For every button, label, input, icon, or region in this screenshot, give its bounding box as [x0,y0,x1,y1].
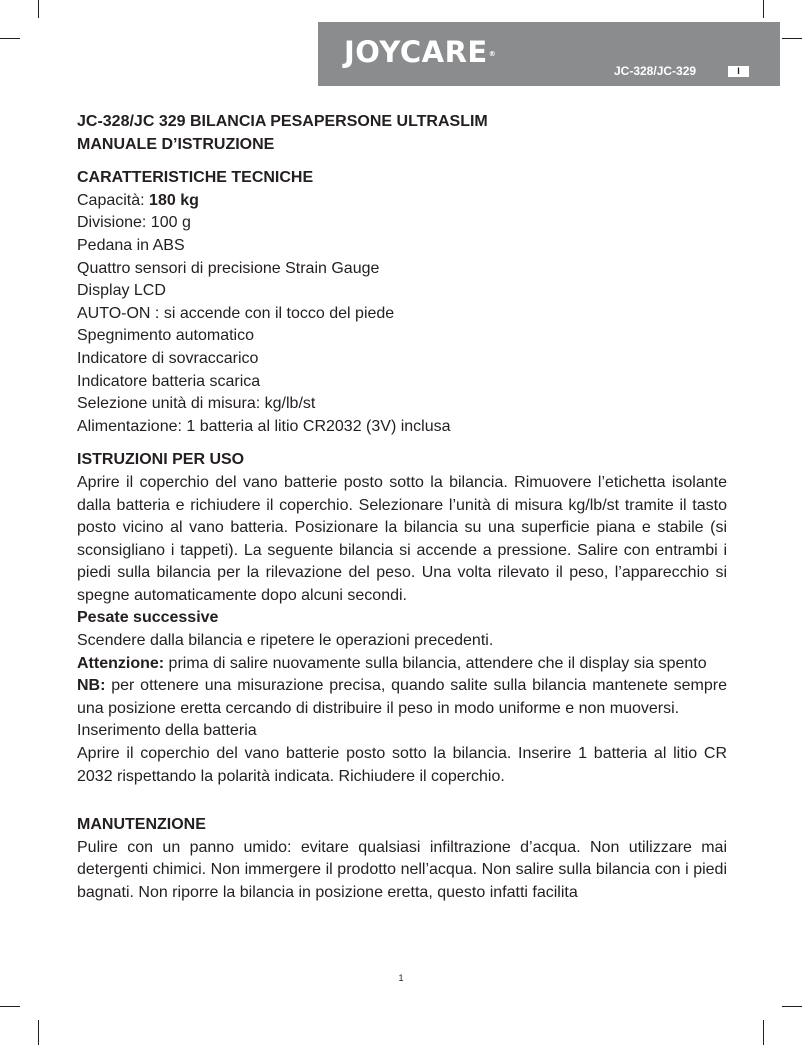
subsequent-weighing-heading: Pesate successive [77,609,219,627]
crop-mark [0,1006,20,1007]
crop-mark [763,1020,764,1045]
spec-item: Indicatore di sovraccarico [77,349,259,367]
section-spacer [77,788,727,803]
spec-item: Pedana in ABS [77,236,185,254]
spec-item: Divisione: 100 g [77,214,191,232]
spec-item: Alimentazione: 1 batteria al litio CR2032 (3V) inclusa [77,417,451,435]
battery-text: Aprire il coperchio del vano batterie posto sotto la bilancia. Inserire 1 batteria al litio CR 2032 rispettando la polarità indicata. Richiudere il coperchio. [77,745,727,785]
document-body [77,111,727,905]
usage-heading: ISTRUZIONI PER USO [77,451,245,469]
crop-mark [782,1006,802,1007]
spec-capacity [77,190,727,213]
document-title: JC-328/JC 329 BILANCIA PESAPERSONE ULTRASLIM [77,113,488,130]
spec-item: Display LCD [77,282,166,300]
battery-heading: Inserimento della batteria [77,722,257,740]
document-subtitle: MANUALE D’ISTRUZIONE [77,135,275,153]
spec-item: Quattro sensori di precisione Strain Gauge [77,259,380,277]
model-label: JC-328/JC-329 [614,64,697,78]
crop-mark [0,38,20,39]
maintenance-heading: MANUTENZIONE [77,816,206,834]
brand-name: JOYCARE [344,35,488,69]
registered-mark: ® [488,50,497,58]
page-number: 1 [398,973,404,983]
crop-mark [38,1020,39,1045]
spec-item: Selezione unità di misura: kg/lb/st [77,395,316,413]
brand-logo [344,36,496,68]
header-bar [318,22,780,86]
maintenance-paragraph: Pulire con un panno umido: evitare qualsiasi infiltrazione d’acqua. Non utilizzare mai detergenti chimici. Non immergere il prodotto nell’acqua. Non salire sulla bilancia con i piedi bagnati. Non riporre la bilancia in posizione eretta, questo infatti facilita [77,838,727,901]
crop-mark [763,0,764,18]
spec-item: Indicatore batteria scarica [77,372,261,390]
capacity-label: Capacità: [77,191,150,209]
crop-mark [38,0,39,18]
crop-mark [782,38,802,39]
subsequent-weighing-text: Scendere dalla bilancia e ripetere le operazioni precedenti. [77,632,494,650]
attention-note [77,653,727,676]
usage-paragraph: Aprire il coperchio del vano batterie posto sotto la bilancia. Rimuovere l’etichetta isolante dalla batteria e richiudere il coperchio. Selezionare l’unità di misura kg/lb/st tramite il tasto posto vicino al vano batteria. Posizionare la bilancia su una superficie piana e stabile (si sconsigliano i tappeti). La seguente bilancia si accende a pressione. Salire con entrambi i piedi sulla bilancia per la rilevazione del peso. Una volta rilevato il peso, l’apparecchio si spegne automaticamente dopo alcuni secondi. [77,473,727,604]
language-tab: I [728,66,749,77]
capacity-value: 180 kg [149,191,199,209]
attention-text: prima di salire nuovamente sulla bilancia, attendere che il display sia spento [164,654,707,672]
nb-label: NB: [77,677,106,695]
spec-item: AUTO-ON : si accende con il tocco del piede [77,304,395,322]
specs-heading: CARATTERISTICHE TECNICHE [77,169,314,187]
attention-label: Attenzione: [77,654,165,672]
spec-item: Spegnimento automatico [77,327,254,345]
nb-note [77,675,727,720]
nb-text: per ottenere una misurazione precisa, quando salite sulla bilancia mantenete sempre una posizione eretta cercando di distribuire il peso in modo uniforme e non muoversi. [77,677,727,717]
